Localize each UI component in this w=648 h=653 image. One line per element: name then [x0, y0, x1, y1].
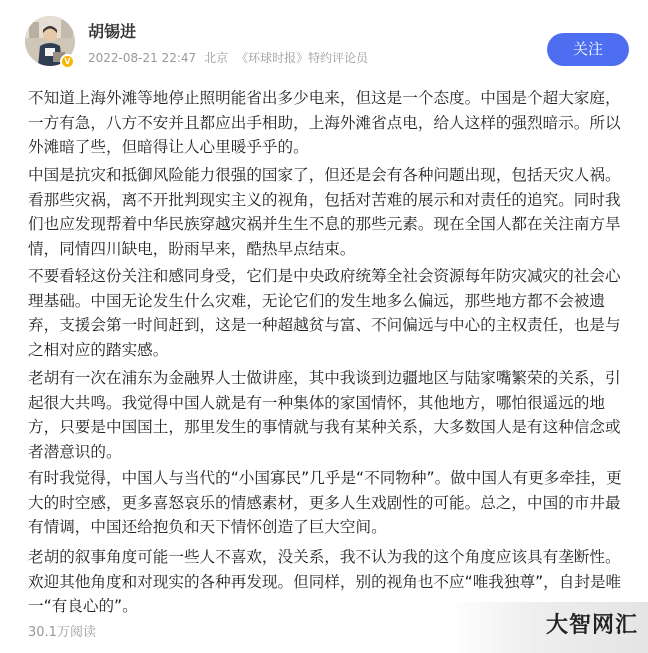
- paragraph: 中国是抗灾和抵御风险能力很强的国家了，但还是会有各种问题出现，包括天灾人祸。看那些灾祸，离不开批判现实主义的视角，包括对苦难的展示和对责任的追究。同时我们也应发现帮着中华民族穿越灾祸并生生不息的那些元素。现在全国人都在关注南方旱情，同情四川缺电，盼雨早来，酷热早点结束。: [28, 166, 621, 258]
- post-datetime: 2022-08-21 22:47: [88, 51, 197, 65]
- paragraph: 老胡的叙事角度可能一些人不喜欢，没关系，我不认为我的这个角度应该具有垄断性。欢迎其他角度和对现实的各种再发现。但同样，别的视角也不应“唯我独尊”，自封是唯一“有良心的”。: [28, 548, 622, 615]
- post-meta: [88, 50, 376, 66]
- paragraph: 有时我觉得，中国人与当代的“小国寡民”几乎是“不同物种”。做中国人有更多牵挂，更大的时空感，更多喜怒哀乐的情感素材，更多人生戏剧性的可能。总之，中国的市井最有情调，中国还给抱负和天下情怀创造了巨大空间。: [28, 469, 622, 536]
- article-header: [0, 0, 648, 80]
- paragraph: 不知道上海外滩等地停止照明能省出多少电来，但这是一个态度。中国是个超大家庭，一方有急，八方不安并且都应出手相助，上海外滩省点电，给人这样的强烈暗示。所以外滩暗了些，但暗得让人心里暖乎乎的。: [28, 89, 621, 156]
- watermark-text: 大智网汇: [545, 613, 638, 638]
- author-name[interactable]: 胡锡进: [88, 22, 137, 41]
- post-location: 北京: [204, 51, 229, 65]
- read-count: 30.1万阅读: [28, 625, 96, 640]
- paragraph: 老胡有一次在浦东为金融界人士做讲座，其中我谈到边疆地区与陆家嘴繁荣的关系，引起很大共鸣。我觉得中国人就是有一种集体的家国情怀，其他地方，哪怕很遥远的地方，只要是中国国土，那里发生的事情就与我有某种关系，大多数国人是有这种信念或者潜意识的。: [28, 369, 621, 461]
- paragraph: 不要看轻这份关注和感同身受，它们是中央政府统筹全社会资源每年防灾减灾的社会心理基础。中国无论发生什么灾难，无论它们的发生地多么偏远，那些地方都不会被遗弃，支援会第一时间赶到，这是一种超越贫与富、不问偏远与中心的主权责任，也是与之相对应的踏实感。: [28, 267, 621, 359]
- author-role: 《环球时报》特约评论员: [236, 51, 369, 65]
- watermark: [448, 602, 648, 653]
- verified-badge-icon: V: [60, 54, 75, 69]
- follow-button[interactable]: 关注: [547, 33, 629, 66]
